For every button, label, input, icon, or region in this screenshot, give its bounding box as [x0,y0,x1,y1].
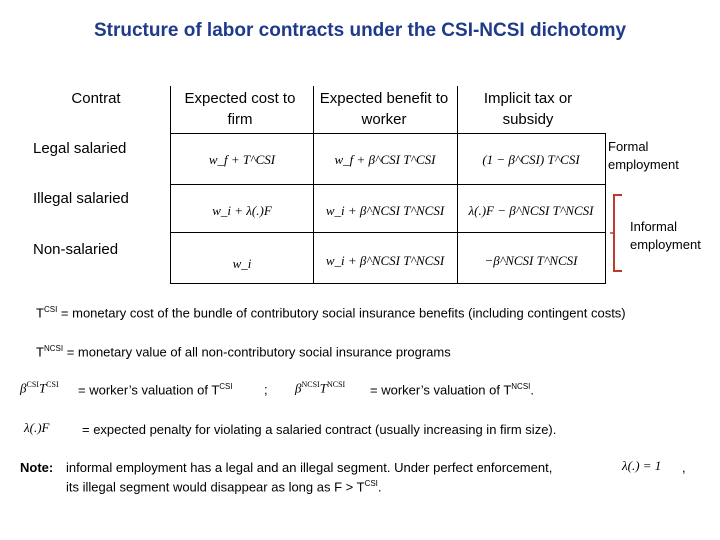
tax-formula-nonsalaried: −β^NCSI T^NCSI [484,253,578,268]
valuation-csi-definition [78,382,233,397]
row-label-legal-salaried: Legal salaried [33,140,127,157]
valuation-csi-superscript: CSI [219,382,233,391]
header-expected-cost: Expected cost to firm [184,90,296,128]
table-bottom-border [170,283,606,284]
formal-employment-label: Formal employment [608,139,679,172]
tax-formula-illegal: λ(.)F − β^NCSI T^NCSI [468,203,594,218]
valuation-csi-text: = worker’s valuation of T [78,382,220,398]
note-line-2 [66,479,382,494]
cell-formula [458,203,604,219]
note-line-1-end: , [682,460,686,475]
note-line-2-period: . [377,479,382,495]
valuation-ncsi-definition [370,382,534,397]
semicolon: ; [264,382,268,397]
table-column-divider [170,86,171,283]
note-line-1: informal employment has a legal and an illegal segment. Under perfect enforcement, [66,460,553,475]
cell-formula [172,203,312,219]
penalty-definition: = expected penalty for violating a salaried contract (usually increasing in firm size). [82,422,557,437]
tax-formula-legal: (1 − β^CSI) T^CSI [482,152,580,167]
benefit-formula-legal: w_f + β^CSI T^CSI [334,152,436,167]
table-row-divider [170,184,606,185]
cost-formula-legal: w_f + T^CSI [208,152,276,167]
table-top-border [170,133,606,134]
tcsi-superscript: CSI [43,305,58,314]
cell-formula [314,253,456,269]
row-label-non-salaried: Non-salaried [33,241,119,258]
header-contrat: Contrat [71,90,121,107]
tncsi-symbol: T [36,344,44,360]
tncsi-text: = monetary value of all non-contributory social insurance programs [63,344,451,360]
lambda-f-formula: λ(.)F [24,420,50,435]
lambda-equals-one-formula: λ(.) = 1 [622,458,662,473]
valuation-ncsi-period: . [530,382,535,398]
cell-formula [458,253,604,269]
cost-formula-illegal: w_i + λ(.)F [212,203,272,218]
table-right-border [605,133,606,283]
page-title: Structure of labor contracts under the CSI-NCSI dichotomy [93,20,627,41]
header-expected-benefit: Expected benefit to worker [319,90,449,128]
tcsi-definition [36,305,626,320]
note-label: Note: [20,460,54,475]
cell-formula [314,152,456,168]
tcsi-symbol: T [36,305,44,321]
beta-csi-formula: $\beta^{CSI}T^{CSI}$ [20,380,59,396]
row-label-illegal-salaried: Illegal salaried [33,190,129,207]
valuation-ncsi-superscript: NCSI [511,382,531,391]
note-line-2-text: its illegal segment would disappear as long as F > T [66,479,365,495]
valuation-ncsi-text: = worker’s valuation of T [370,382,512,398]
table-row-divider [170,232,606,233]
tcsi-text: = monetary cost of the bundle of contributory social insurance benefits (including contingent costs) [57,305,626,321]
benefit-formula-nonsalaried: w_i + β^NCSI T^NCSI [325,253,445,268]
informal-employment-label: Informal employment [630,219,701,252]
tncsi-definition [36,344,451,359]
informal-bracket-icon [608,193,628,273]
cost-formula-nonsalaried: w_i [232,256,252,271]
benefit-formula-illegal: w_i + β^NCSI T^NCSI [325,203,445,218]
cell-formula [458,152,604,168]
tncsi-superscript: NCSI [43,344,64,353]
cell-formula [172,256,312,272]
cell-formula [172,152,312,168]
header-implicit-tax: Implicit tax or subsidy [483,90,573,128]
note-line-2-superscript: CSI [364,479,378,488]
beta-ncsi-formula: $\beta^{NCSI}T^{NCSI}$ [295,380,346,396]
cell-formula [314,203,456,219]
